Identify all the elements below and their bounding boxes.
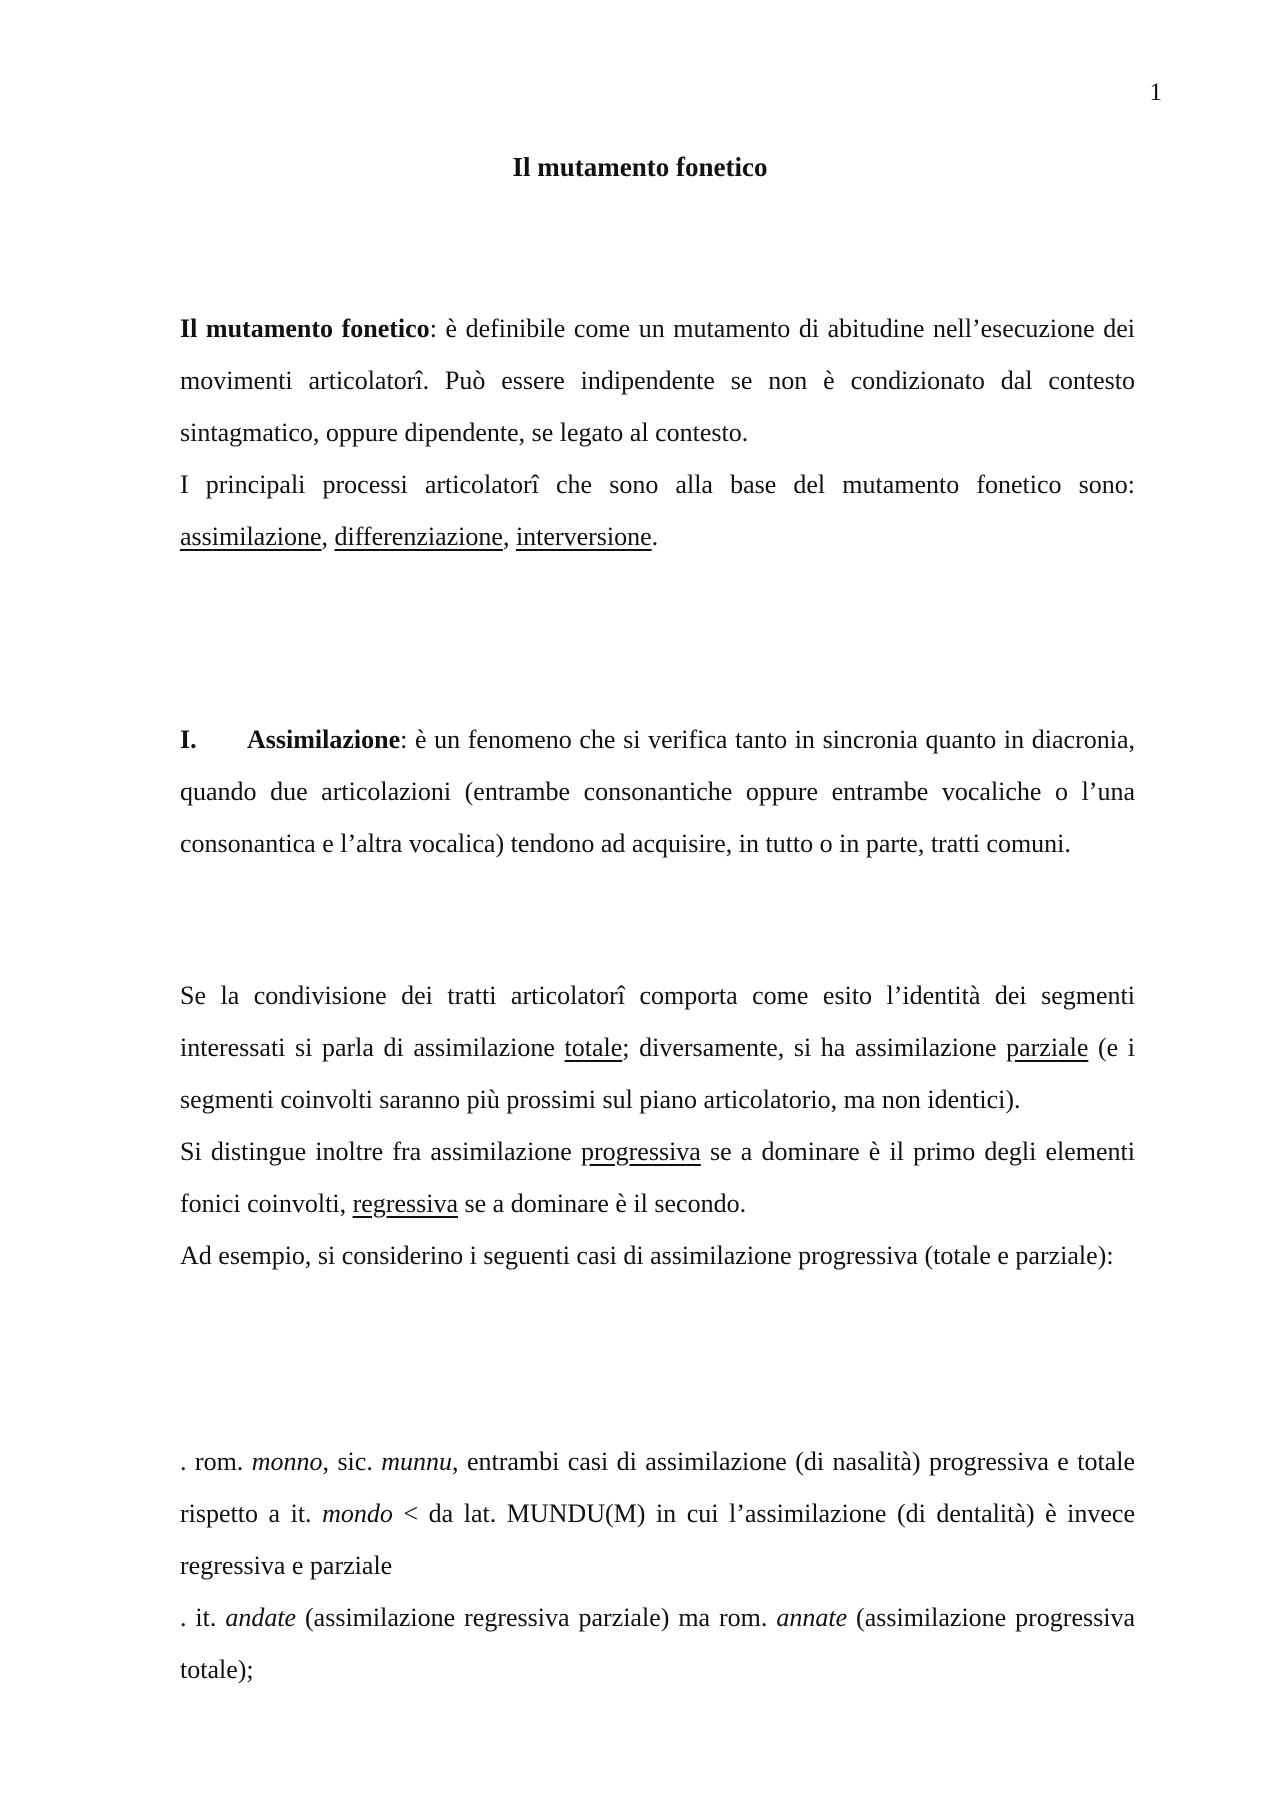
text-run: Se la condivisione dei tratti articolatorî comporta come esito l’identità dei segmenti interessati si parla di assimilazione (180, 981, 1135, 1062)
text-run: , sic. (322, 1447, 382, 1476)
separator: , (502, 522, 516, 551)
text-run: (assimilazione progressiva totale); (180, 1603, 1136, 1684)
text-run: ; diversamente, si ha assimilazione (622, 1033, 1007, 1062)
word-monno: monno (251, 1447, 323, 1476)
examples-section (180, 1436, 1135, 1696)
text-run: . it. (180, 1603, 226, 1632)
text-run: (e i segmenti coinvolti saranno più prossimi sul piano articolatorio, ma non identici). (180, 1033, 1136, 1114)
text-run: Si distingue inoltre fra assimilazione (180, 1137, 581, 1166)
process-assimilazione: assimilazione (180, 522, 322, 551)
processes-lead: I principali processi articolatorî che sono alla base del mutamento fonetico sono: (180, 470, 1135, 499)
intro-processes (180, 459, 1135, 563)
intro-definition (180, 303, 1135, 459)
example-item (180, 1436, 1135, 1592)
para-example-intro: Ad esempio, si considerino i seguenti casi di assimilazione progressiva (totale e parziale): (180, 1241, 1114, 1270)
example-item (180, 1592, 1135, 1696)
section-text: : è un fenomeno che si verifica tanto in sincronia quanto in diacronia, quando due articolazioni (entrambe consonantiche oppure entrambe vocaliche o l’una consonantica e l’altra vocalica) tendono ad acquisire, in tutto o in parte, tratti comuni. (180, 725, 1135, 858)
section-number: I. (180, 725, 197, 754)
word-andate: andate (225, 1603, 297, 1632)
section-term: Assimilazione (247, 725, 401, 754)
text-run: < da lat. MUNDU(M) in cui l’assimilazione (di dentalità) è invece regressiva e parziale (180, 1499, 1136, 1580)
intro-term: Il mutamento fonetico (180, 314, 430, 343)
text-run: (assimilazione regressiva parziale) ma rom. (296, 1603, 777, 1632)
text-run: , entrambi casi di assimilazione (di nasalità) progressiva e totale rispetto a it. (180, 1447, 1135, 1528)
text-run: se a dominare è il primo degli elementi fonici coinvolti, (180, 1137, 1135, 1218)
word-munnu: munnu (381, 1447, 453, 1476)
period: . (651, 522, 659, 551)
page-number: 1 (1149, 79, 1162, 106)
term-parziale: parziale (1006, 1033, 1089, 1062)
process-differenziazione: differenziazione (334, 522, 503, 551)
section-1-paragraph (180, 714, 1135, 870)
page-title: Il mutamento fonetico (512, 152, 768, 182)
types-section (180, 970, 1135, 1282)
word-mondo: mondo (322, 1499, 393, 1528)
intro-definition-text: : è definibile come un mutamento di abitudine nell’esecuzione dei movimenti articolatorî. Può essere indipendente se non è condizionato dal contesto sintagmatico, oppure dipendente, se legato al contesto. (180, 314, 1136, 447)
text-run: se a dominare è il secondo. (458, 1189, 747, 1218)
process-interversione: interversione (515, 522, 652, 551)
section-assimilazione (180, 714, 1135, 870)
term-regressiva: regressiva (352, 1189, 458, 1218)
separator: , (321, 522, 335, 551)
term-totale: totale (564, 1033, 623, 1062)
term-progressiva: progressiva (580, 1137, 701, 1166)
intro-section (180, 303, 1135, 563)
word-annate: annate (776, 1603, 848, 1632)
para-progressive-regressive (180, 1126, 1135, 1230)
text-run: . rom. (180, 1447, 252, 1476)
para-total-partial (180, 970, 1135, 1126)
